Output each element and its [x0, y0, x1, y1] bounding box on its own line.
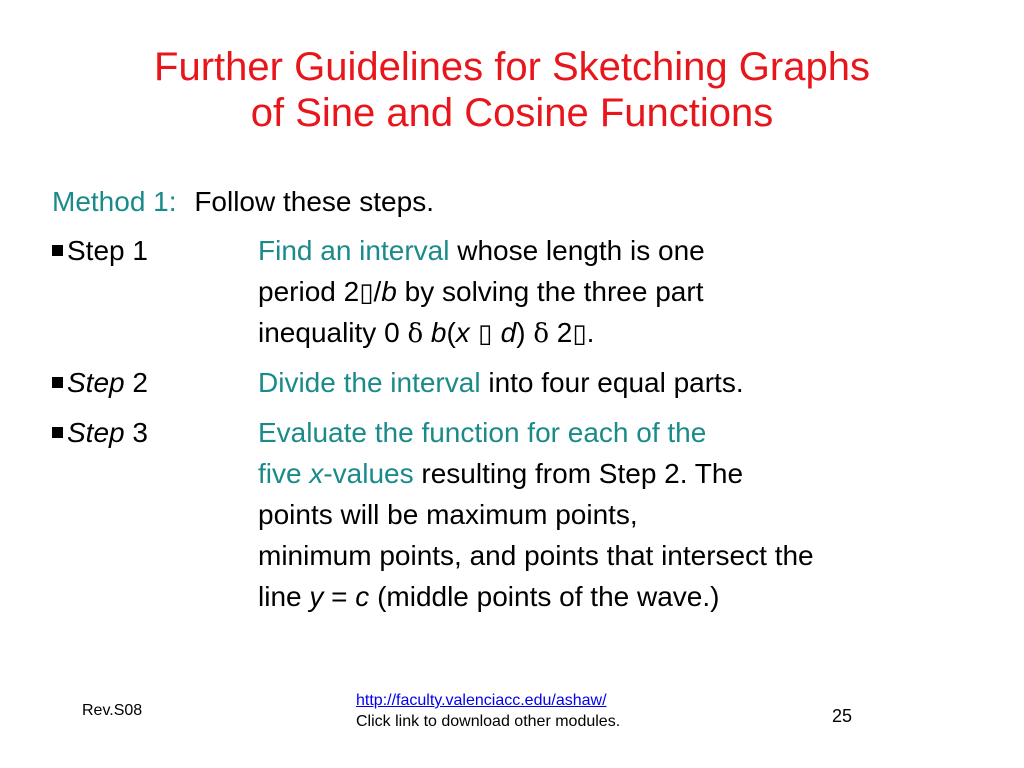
title-line-2: of Sine and Cosine Functions: [250, 91, 774, 135]
revision-label: Rev.S08: [82, 702, 143, 719]
missing-glyph-icon: ▯: [359, 278, 374, 308]
step-3-label-num: 3: [124, 417, 148, 448]
step-1-line-2-text: by solving the three part: [396, 276, 704, 307]
slide-title: [0, 44, 1024, 136]
var-c: c: [355, 581, 370, 612]
step-3-line-2: [258, 453, 743, 494]
step-1-accent: Find an interval: [258, 235, 450, 266]
step-3-line-3: points will be maximum points,: [258, 499, 638, 530]
step-3-line-4: minimum points, and points that intersect the: [258, 540, 814, 571]
step-3-accent: Evaluate the function for each of the: [258, 417, 707, 448]
delta-symbol: δ: [533, 319, 549, 349]
var-x: x: [309, 458, 324, 489]
step-3-label-italic: Step: [67, 417, 125, 448]
step-1-label-row: [52, 230, 148, 271]
step-3-line-2-text: resulting from Step 2. The: [413, 458, 744, 489]
square-bullet-icon: [52, 377, 63, 388]
var-b: b: [423, 317, 447, 348]
method-label: Method 1:: [52, 186, 177, 217]
var-y: y: [309, 581, 324, 612]
slash: /: [373, 276, 382, 307]
step-2-label-row: [52, 362, 148, 403]
step-3-line-1: [258, 412, 706, 453]
square-bullet-icon: [52, 245, 63, 256]
footer-center: [356, 690, 620, 732]
square-bullet-icon: [52, 427, 63, 438]
var-d: d: [500, 317, 517, 348]
period-mark: .: [586, 317, 595, 348]
delta-symbol: δ: [407, 319, 424, 349]
module-link[interactable]: http://faculty.valenciacc.edu/ashaw/: [356, 692, 607, 709]
step-2-label-num: 2: [124, 367, 148, 398]
step-1-line-2: [258, 271, 703, 314]
footer-note: Click link to download other modules.: [356, 713, 621, 730]
step-1-line-3: [258, 312, 594, 355]
step-1-line-1: [258, 230, 705, 271]
step-3-line-5-text: (middle points of the wave.): [369, 581, 720, 612]
missing-glyph-icon: ▯: [572, 319, 587, 349]
two: 2: [548, 317, 573, 348]
step-2-label-italic: Step: [67, 367, 125, 398]
step-1-label: Step 1: [67, 235, 148, 266]
title-line-1: Further Guidelines for Sketching Graphs: [154, 45, 870, 89]
inequality-text: inequality 0: [258, 317, 408, 348]
step-2-accent: Divide the interval: [258, 367, 481, 398]
line-word: line: [258, 581, 310, 612]
var-b: b: [381, 276, 397, 307]
method-line: [52, 181, 434, 222]
step-2-text: into four equal parts.: [480, 367, 744, 398]
missing-glyph-icon: ▯: [469, 319, 501, 349]
step-1-line-1-text: whose length is one: [449, 235, 705, 266]
var-x: x: [455, 317, 470, 348]
step-3-values: -values: [323, 458, 414, 489]
step-3-line-5: [258, 576, 719, 617]
equals: =: [323, 581, 356, 612]
method-text: Follow these steps.: [194, 186, 434, 217]
paren-open: (: [446, 317, 456, 348]
step-3-label-row: [52, 412, 148, 453]
paren-close: ): [516, 317, 534, 348]
page-number: 25: [832, 706, 853, 726]
step-3-five: five: [258, 458, 310, 489]
step-1-period-text: period 2: [258, 276, 360, 307]
step-2-line: [258, 362, 744, 403]
